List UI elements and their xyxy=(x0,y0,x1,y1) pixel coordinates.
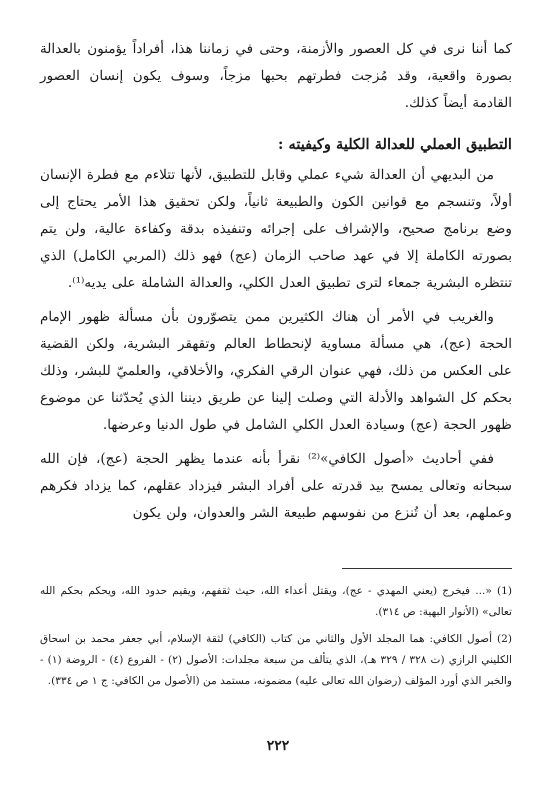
paragraph-3: ففي أحاديث «أصول الكافي»⁽²⁾ نقرأ بأنه عندما يظهر الحجة (عج)، فإن الله سبحانه وتعالى يمسح بيد قدرته على أفراد البشر فيزداد عقلهم، كما يزداد فكرهم وعملهم، بعد أن تُنزع من نفوسهم طبيعة الشر والعدوان، ولن يكون xyxy=(40,450,512,522)
footnote-2: (2) أصول الكافي: هما المجلد الأول والثاني من كتاب (الكافي) لثقة الإسلام، أبي جعفر محمد بن اسحاق الكليني الرازي (ت ٣٢٨ / ٣٢٩ هـ)، الذي يتألف من سبعة مجلدات: الأصول (٢) - الفروع (٤) - الروضة (١) - والخبر الذي أورد المؤلف (رضوان الله تعالى عليه) مضمونه، مستمد من (الأصول من الكافي: ج ١ ص ٣٣٤). xyxy=(40,633,512,687)
page-number: ٢٢٢ xyxy=(266,738,290,754)
footnote-1: (1) «... فيخرج (يعني المهدي - عج)، ويقتل أعداء الله، حيث ثقفهم، ويقيم حدود الله، ويحكم بحكم الله تعالى» (الأنوار البهية: ص ٣١٤). xyxy=(40,585,512,618)
footnotes xyxy=(40,568,512,698)
paragraph-1: من البديهي أن العدالة شيء عملي وقابل للتطبيق، لأنها تتلاءم مع فطرة الإنسان أولاً، وتنسجم مع قوانين الكون والطبيعة ثانياً، ولكن تحقيق هذا الأمر يحتاج إلى وضع برنامج صحيح، والإشراف على إجرائه وتنفيذه بدقة وكفاءة عالية، ولن يتم بصورته الكاملة إلا في عهد صاحب الزمان (عج) فهو ذلك (المربي الكامل) الذي تنتظره البشرية جمعاء لترى تطبيق العدل الكلي، والعدالة الشاملة على يديه⁽¹⁾. xyxy=(40,166,512,292)
intro-paragraph: كما أننا نرى في كل العصور والأزمنة، وحتى في زماننا هذا، أفراداً يؤمنون بالعدالة بصورة واقعية، وقد مُزجت فطرتهم بحبها مزجاً، وسوف يكون إنسان العصور القادمة أيضاً كذلك. xyxy=(40,41,512,112)
paragraph-2: والغريب في الأمر أن هناك الكثيرين ممن يتصوّرون بأن مسألة ظهور الإمام الحجة (عج)، هي مسألة مساوية لإنحطاط العالم وتقهقر البشرية، ولكن القضية على العكس من ذلك، فهي عنوان الرقي الفكري، والأخلاقي، والعلميّ للبشر، وذلك بحكم كل الشواهد والأدلة التي وصلت إلينا عن طريق ديننا الذي يُحدّثنا عن موضوع ظهور الحجة (عج) وسيادة العدل الكلي الشامل في طول الدنيا وعرضها. xyxy=(40,308,512,434)
footnote-separator xyxy=(342,568,512,569)
section-heading: التطبيق العملي للعدالة الكلية وكيفيته : xyxy=(278,135,512,153)
